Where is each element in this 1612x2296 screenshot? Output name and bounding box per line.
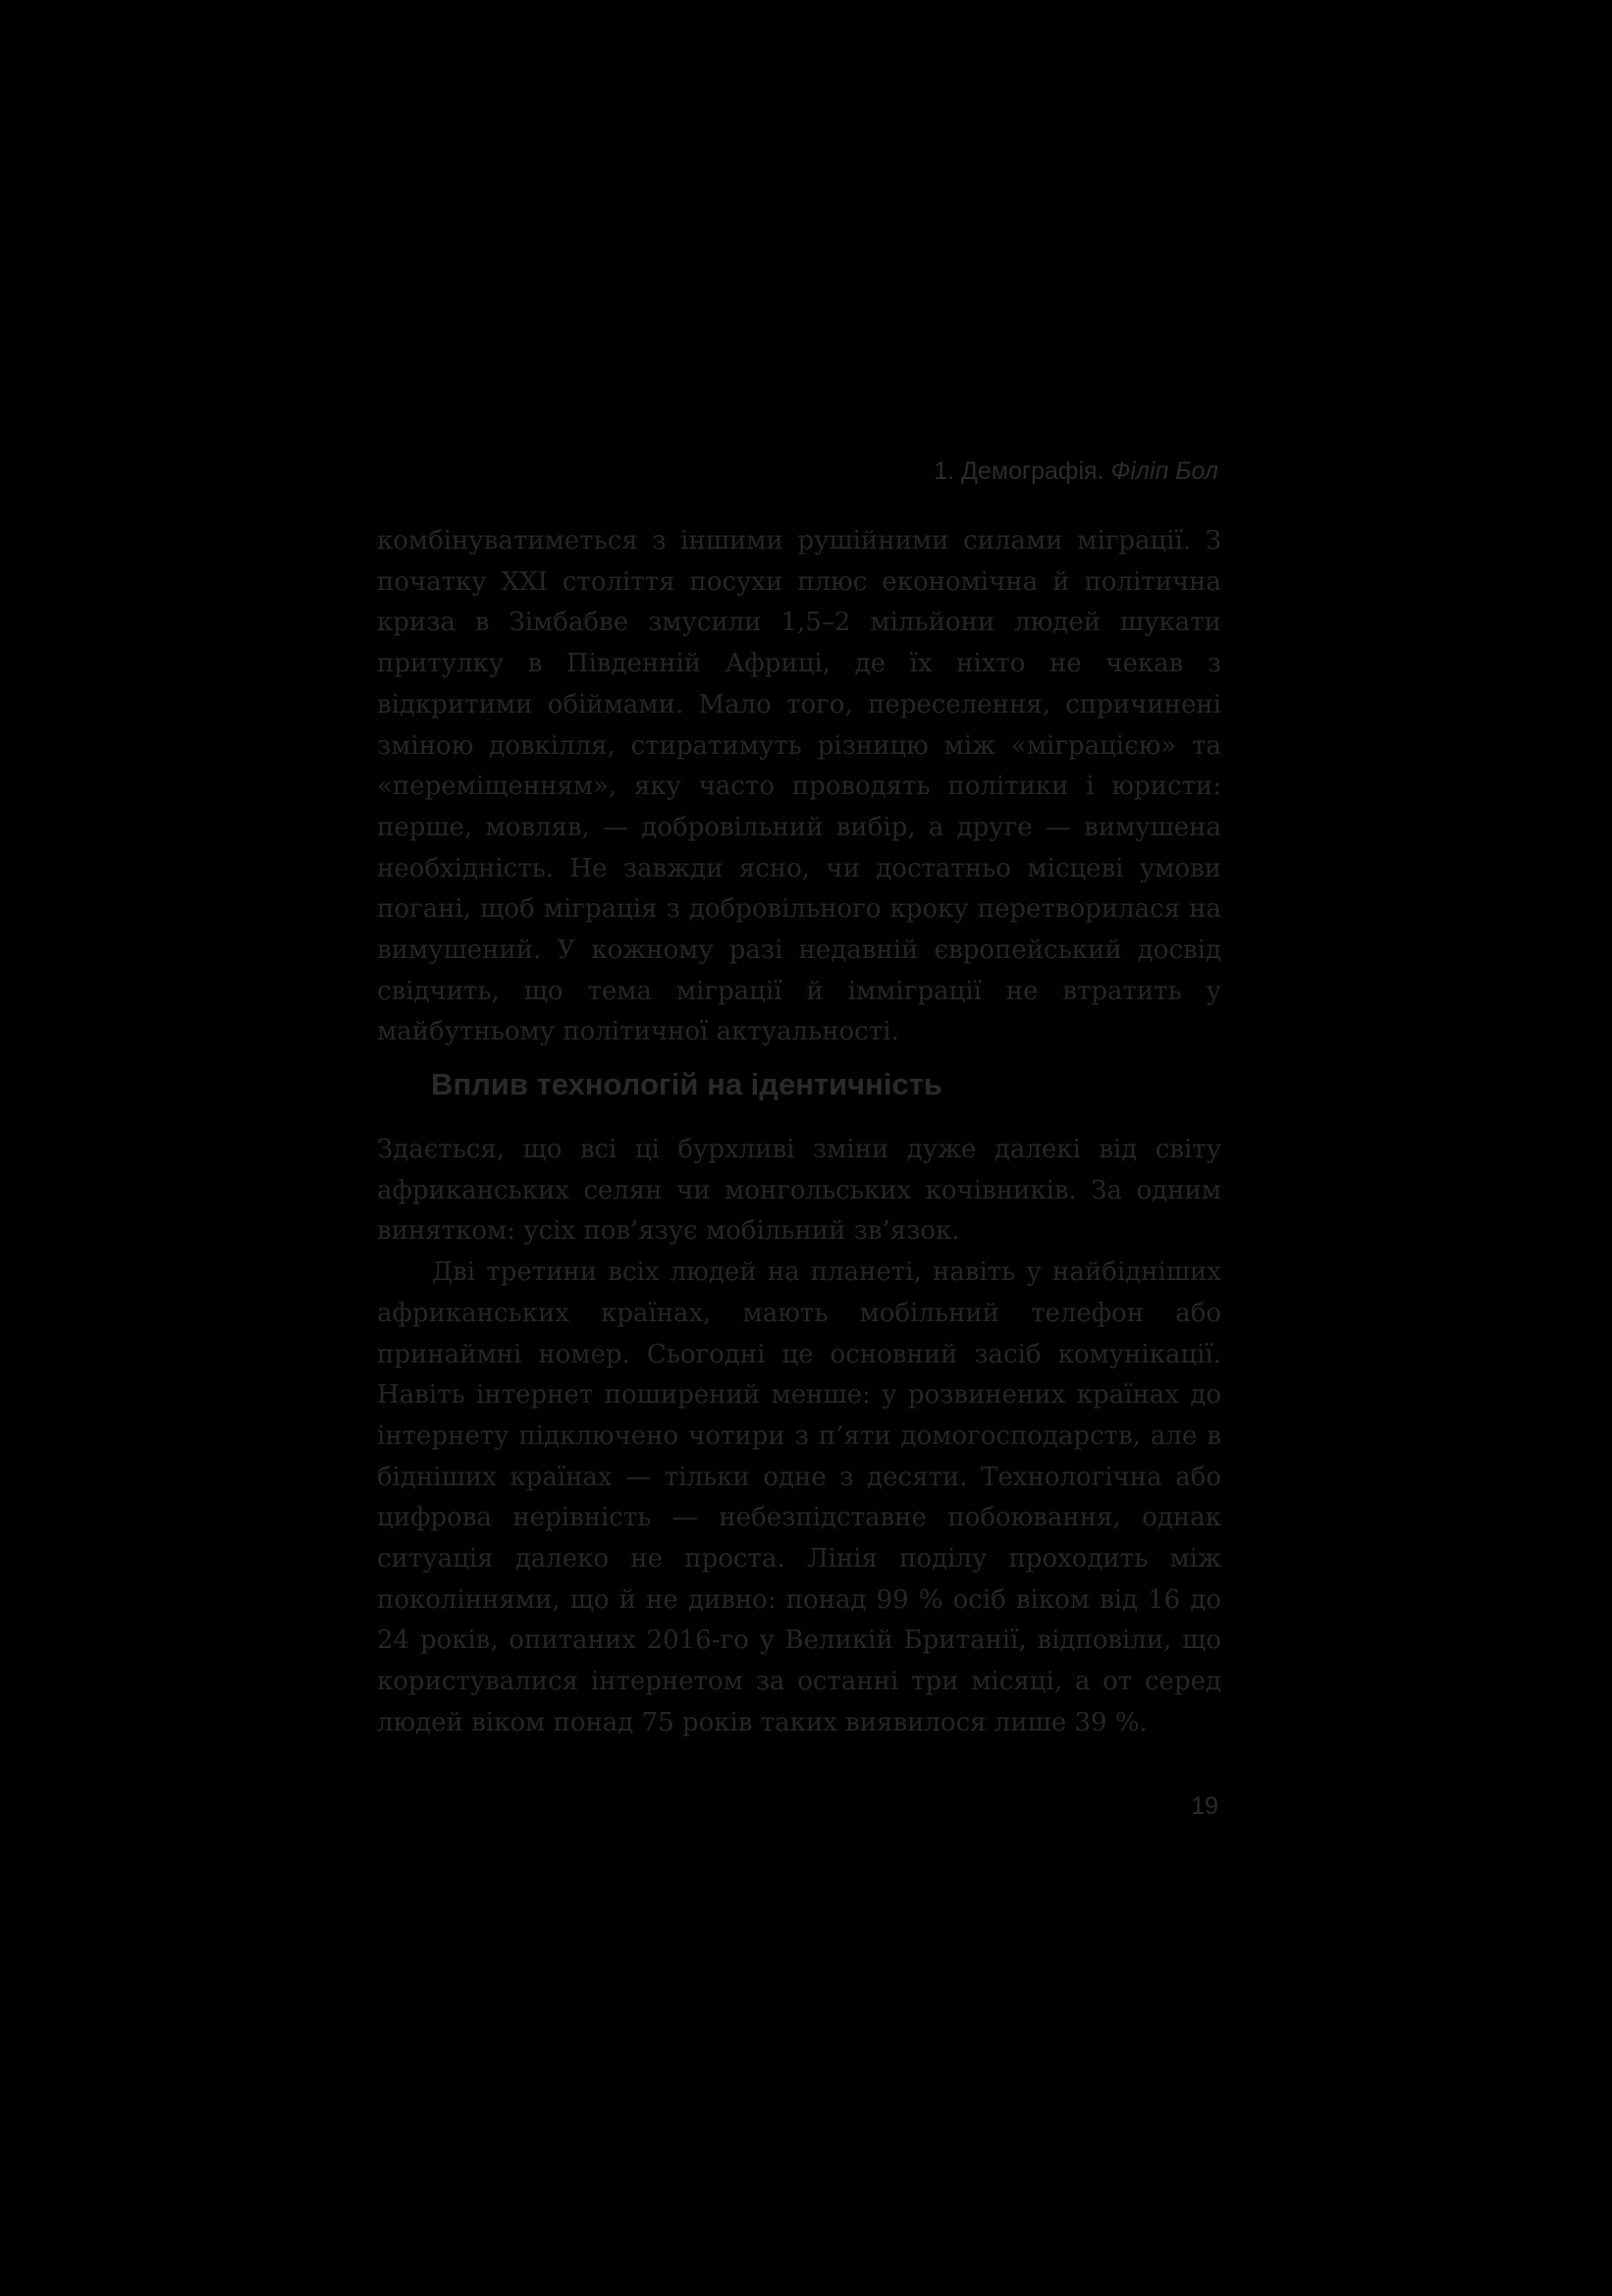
running-header-author: Філіп Бол [1110, 457, 1218, 485]
paragraph: Дві третини всіх людей на планеті, навіть у найбідніших африканських країнах, мають мобільний телефон або принаймні номер. Сьогодні це основний засіб комунікації. Навіть інтернет поширений менше: у розвинених країнах до інтернету підключено чотири з п’яти домогосподарств, але в бідніших країнах — тільки одне з десяти. Технологічна або цифрова нерівність — небезпідставне побоювання, однак ситуація далеко не проста. Лінія поділу проходить між поколіннями, що й не дивно: понад 99 % осіб віком від 16 до 24 років, опитаних 2016-го у Великій Британії, відповіли, що користувалися інтернетом за останні три місяці, а от серед людей віком понад 75 років таких виявилося лише 39 %. [377, 1257, 1221, 1737]
paragraph: комбінуватиметься з іншими рушійними силами міграції. З початку XXI століття посухи плюс економічна й політична криза в Зімбабве змусили 1,5–2 мільйони людей шукати притулку в Південній Африці, де їх ніхто не чекав з відкритими обіймами. Мало того, переселення, спричинені зміною довкілля, стиратимуть різницю між «міграцією» та «переміщенням», яку часто проводять політики і юристи: перше, мовляв, — добровільний вибір, а друге — вимушена необхідність. Не завжди ясно, чи достатньо місцеві умови погані, щоб міграція з добровільного кроку перетворилася на вимушений. У кожному разі недавній європейський досвід свідчить, що тема міграції й імміграції не втратить у майбутньому політичної актуальності. [377, 526, 1221, 1047]
running-header [934, 455, 1218, 487]
body-text-after-heading [377, 1130, 1221, 1744]
page-number: 19 [1191, 1792, 1218, 1820]
body-text-before-heading [377, 521, 1221, 1053]
section-heading: Вплив технологій на ідентичність [431, 1067, 942, 1101]
running-header-chapter: 1. Демографія. [934, 457, 1104, 485]
paragraph: Здається, що всі ці бурхливі зміни дуже далекі від світу африканських селян чи монгольських кочівників. За одним винятком: усіх пов’язує мобільний зв’язок. [377, 1135, 1221, 1247]
